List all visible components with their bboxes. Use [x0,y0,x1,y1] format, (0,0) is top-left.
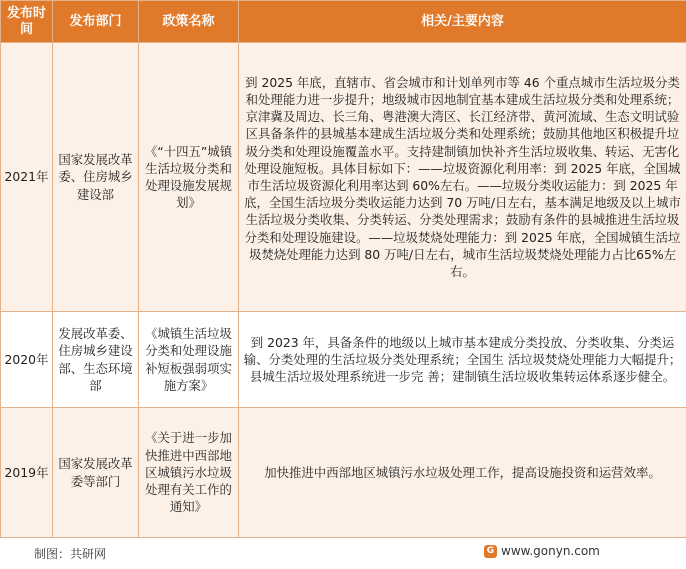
row-year: 2019年 [1,408,53,538]
row-department: 国家发展改革委、住房城乡建设部 [53,43,139,312]
row-department: 国家发展改革委等部门 [53,408,139,538]
table-row [1,408,686,538]
header-policy-name: 政策名称 [139,1,239,43]
gonyn-logo-icon: G [484,545,497,558]
table-row [1,312,686,408]
row-year: 2020年 [1,312,53,408]
row-content: 加快推进中西部地区城镇污水垃圾处理工作，提高设施投资和运营效率。 [239,408,686,538]
row-year: 2021年 [1,43,53,312]
table-row [1,43,686,312]
table-header-row [1,1,686,43]
row-department: 发展改革委、住房城乡建设部、生态环境部 [53,312,139,408]
row-content: 到 2023 年，具备条件的地级以上城市基本建成分类投放、分类收集、分类运输、分类处理的生活垃圾分类处理系统；全国生 活垃圾焚烧处理能力大幅提升；县城生活垃圾处理系统进一步完 善；建制镇生活垃圾收集转运体系逐步健全。 [239,312,686,408]
header-release-time: 发布时间 [1,1,53,43]
source-credit: 制图：共研网 [34,547,107,561]
site-url: www.gonyn.com [501,544,600,558]
footer [0,538,686,569]
header-department: 发布部门 [53,1,139,43]
row-content: 到 2025 年底，直辖市、省会城市和计划单列市等 46 个重点城市生活垃圾分类和处理能力进一步提升；地级城市因地制宜基本建成生活垃圾分类和处理系统；京津冀及周边、长三角、粤港澳大湾区、长江经济带、黄河流域、生态文明试验区具备条件的县城基本建成生活垃圾分类和处理系统；鼓励其他地区积极提升垃圾分类和处理设施覆盖水平。支持建制镇加快补齐生活垃圾收集、转运、无害化处理设施短板。具体目标如下：——垃圾资源化利用率：到 2025 年底，全国城市生活垃圾资源化利用率达到 60%左右。——垃圾分类收运能力：到 2025 年底，全国生活垃圾分类收运能力达到 70 万吨/日左右，基本满足地级及以上城市生活垃圾分类收集、分类转运、分类处理需求；鼓励有条件的县城推进生活垃圾分类和处理设施建设。——垃圾焚烧处理能力：到 2025 年底，全国城镇生活垃圾焚烧处理能力达到 80 万吨/日左右，城市生活垃圾焚烧处理能力占比65%左右。 [239,43,686,312]
row-policy-name: 《关于进一步加快推进中西部地区城镇污水垃圾处理有关工作的通知》 [139,408,239,538]
site-brand [484,544,600,558]
row-policy-name: 《城镇生活垃圾分类和处理设施补短板强弱项实施方案》 [139,312,239,408]
header-main-content: 相关/主要内容 [239,1,686,43]
row-policy-name: 《“十四五”城镇生活垃圾分类和处理设施发展规划》 [139,43,239,312]
